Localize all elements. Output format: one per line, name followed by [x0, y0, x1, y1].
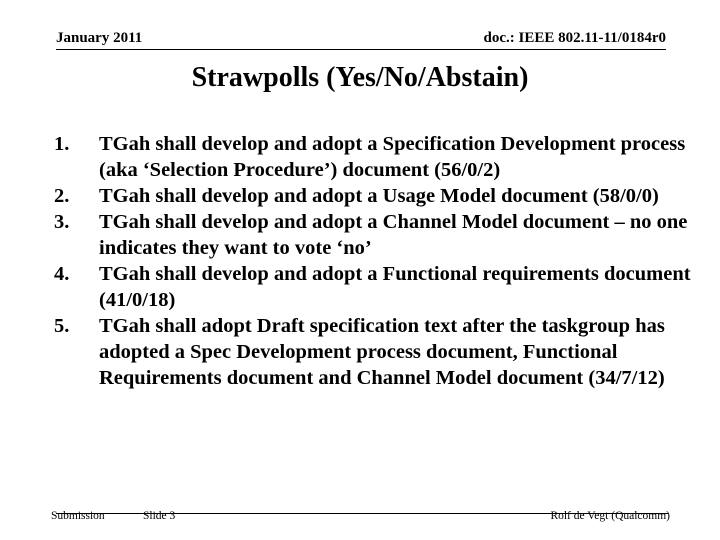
list-item-text: TGah shall adopt Draft specification text after the taskgroup has adopted a Spec Development process document, Functional Requirements document and Channel Model document (34/7/12)	[99, 315, 665, 389]
footer-submission: Submission	[51, 510, 105, 522]
list-item	[54, 261, 694, 313]
list-item	[54, 131, 694, 183]
strawpoll-list	[54, 131, 694, 391]
list-item-number: 3.	[54, 211, 70, 233]
footer-author: Rolf de Vegt (Qualcomm)	[550, 510, 670, 522]
header-doc-id: doc.: IEEE 802.11-11/0184r0	[483, 30, 666, 46]
list-item	[54, 183, 694, 209]
list-item	[54, 313, 694, 391]
list-item	[54, 209, 694, 261]
list-item-text: TGah shall develop and adopt a Functional requirements document (41/0/18)	[99, 263, 691, 311]
list-item-text: TGah shall develop and adopt a Specification Development process (aka ‘Selection Procedure’) document (56/0/2)	[99, 133, 686, 181]
list-item-number: 5.	[54, 315, 70, 337]
list-item-number: 1.	[54, 133, 70, 155]
list-item-text: TGah shall develop and adopt a Usage Model document (58/0/0)	[99, 185, 659, 207]
list-item-text: TGah shall develop and adopt a Channel Model document – no one indicates they want to vote ‘no’	[99, 211, 688, 259]
list-item-number: 4.	[54, 263, 70, 285]
header-divider	[56, 49, 666, 50]
footer-slide-number: Slide 3	[143, 510, 176, 522]
list-item-number: 2.	[54, 185, 70, 207]
header-date: January 2011	[56, 30, 143, 46]
slide-title: Strawpolls (Yes/No/Abstain)	[191, 62, 529, 93]
